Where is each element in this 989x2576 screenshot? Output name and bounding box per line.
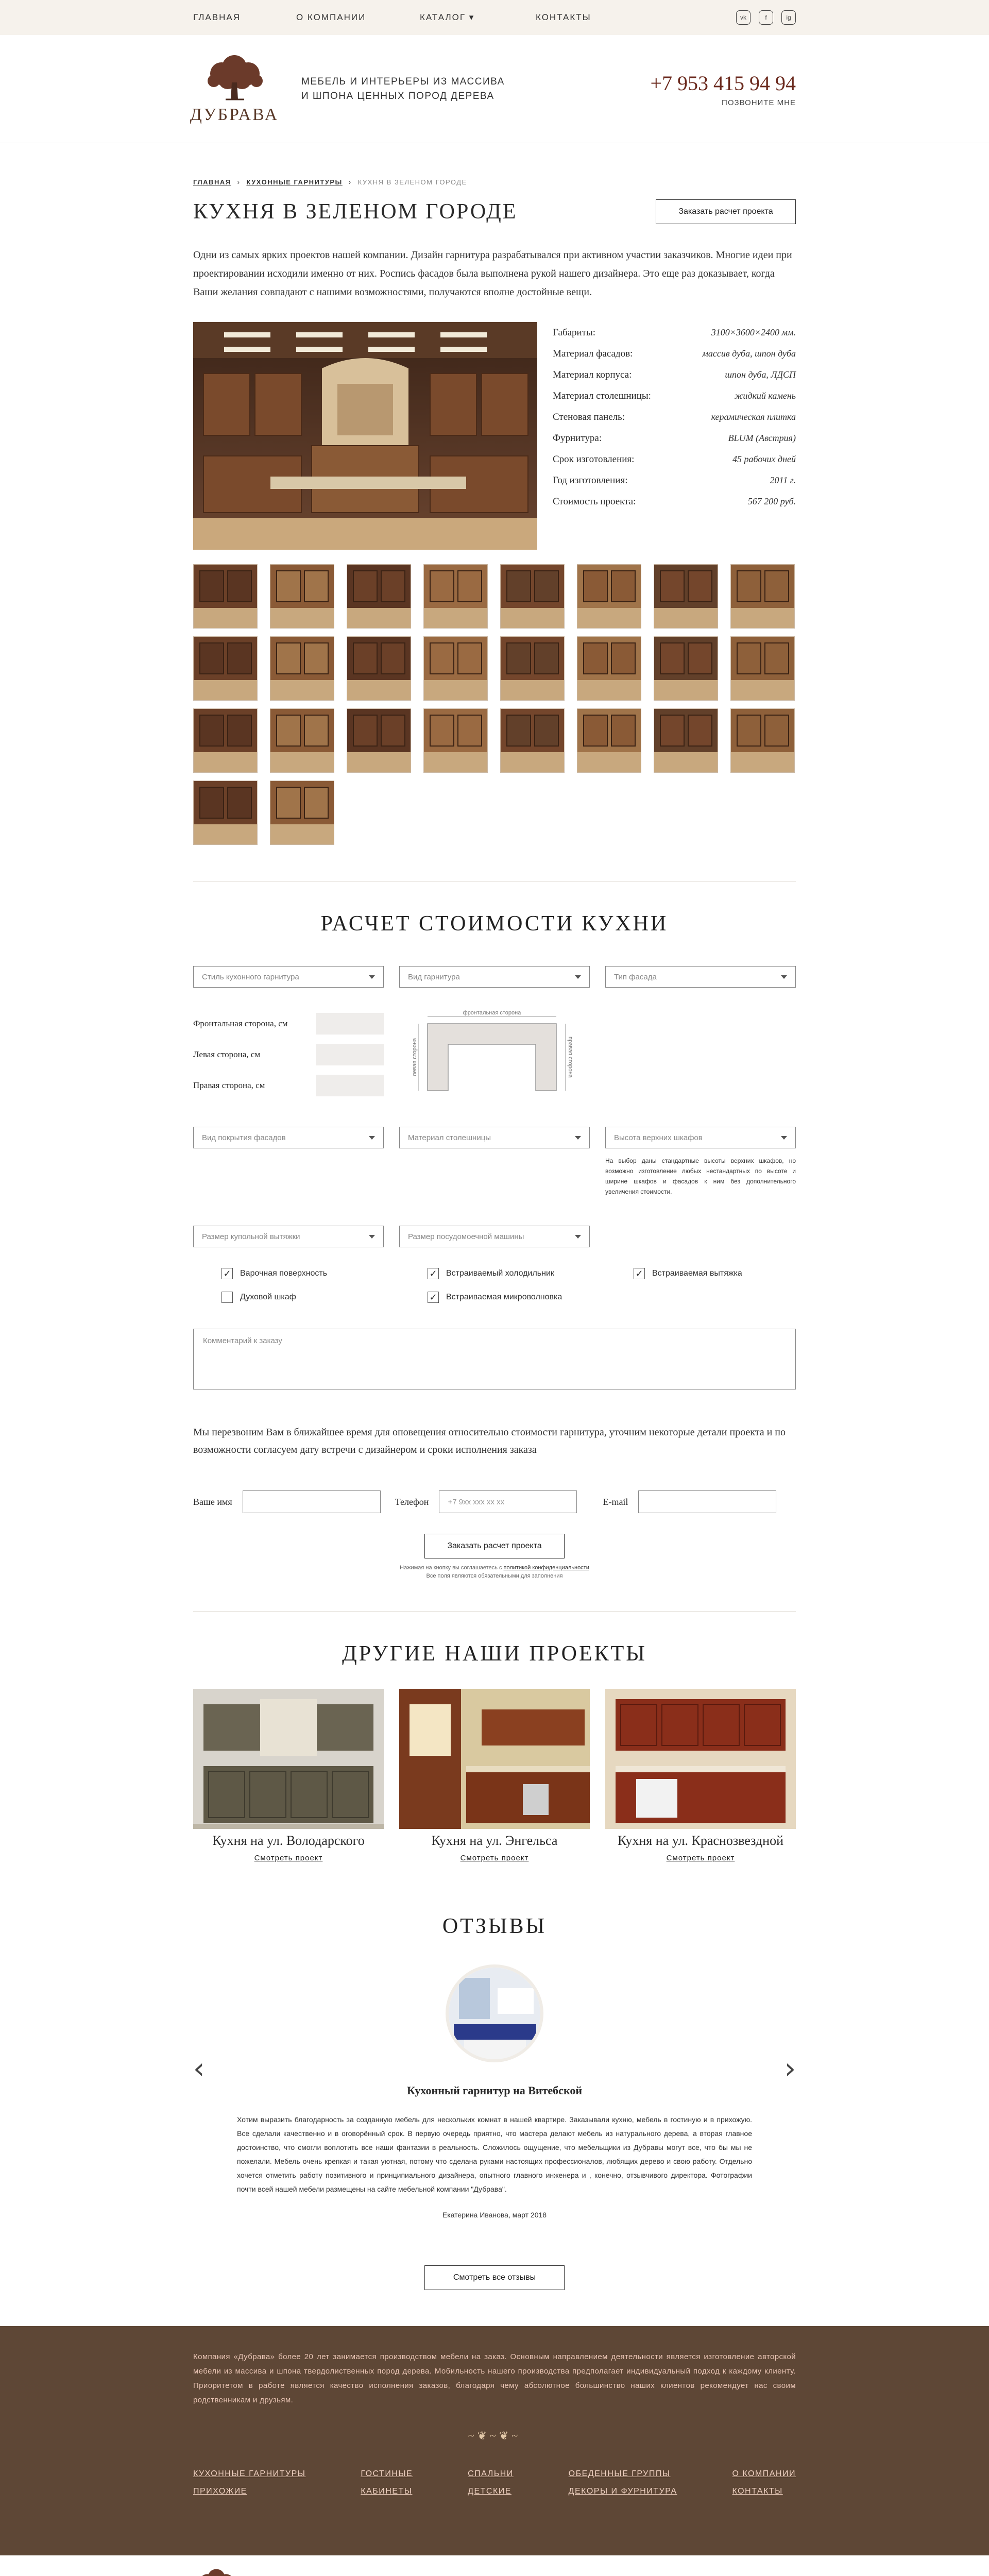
breadcrumb-separator: ›	[348, 178, 352, 186]
phone-label: Телефон	[395, 1496, 429, 1507]
divider	[193, 1611, 796, 1612]
gallery-thumbnail[interactable]	[577, 708, 641, 773]
policy-text: Нажимая на кнопку вы соглашаетесь с	[400, 1565, 502, 1571]
spec-row	[553, 364, 796, 385]
review-author: Екатерина Иванова, март 2018	[442, 2211, 547, 2219]
policy-link[interactable]: политикой конфиденциальности	[503, 1565, 589, 1571]
project-name: Кухня на ул. Энгельса	[431, 1833, 558, 1848]
footer	[0, 2326, 989, 2555]
spec-value: жидкий камень	[734, 391, 796, 401]
breadcrumb-current: КУХНЯ В ЗЕЛЕНОМ ГОРОДЕ	[357, 178, 467, 186]
spec-row	[553, 322, 796, 343]
spec-label: Фурнитура:	[553, 432, 602, 444]
oak-tree-icon	[201, 54, 268, 103]
gallery-thumbnail[interactable]	[193, 636, 258, 701]
project-details	[193, 322, 796, 550]
left-side-input[interactable]	[316, 1044, 384, 1065]
thumbnail-image	[347, 709, 411, 773]
title-row	[193, 199, 796, 224]
bottom-bar	[0, 2555, 989, 2576]
footer-column	[468, 2469, 514, 2504]
breadcrumb-separator: ›	[237, 178, 241, 186]
gallery-thumbnail[interactable]	[193, 708, 258, 773]
view-project-link[interactable]: Смотреть проект	[254, 1854, 323, 1862]
thumbnail-image	[501, 709, 565, 773]
calc-title: РАСЧЕТ СТОИМОСТИ КУХНИ	[320, 912, 669, 936]
project-photo[interactable]	[193, 1689, 384, 1829]
gallery-thumbnail[interactable]	[270, 564, 334, 629]
facebook-icon[interactable]: f	[759, 10, 773, 25]
gallery-thumbnail[interactable]	[270, 636, 334, 701]
thumbnail-image	[194, 709, 258, 773]
thumbnail-image	[577, 565, 641, 629]
dimension-fields	[193, 1008, 384, 1101]
spec-list	[553, 322, 796, 550]
tagline	[301, 75, 505, 104]
right-side-label: Правая сторона, см	[193, 1080, 265, 1090]
footer-link[interactable]: КУХОННЫЕ ГАРНИТУРЫ	[193, 2469, 306, 2478]
gallery-thumbnail[interactable]	[500, 708, 565, 773]
gallery-thumbnail[interactable]	[654, 636, 718, 701]
gallery-thumbnail[interactable]	[270, 708, 334, 773]
thumbnail-image	[577, 709, 641, 773]
facade-type-select[interactable]: Тип фасада	[605, 966, 796, 988]
spec-label: Материал столешницы:	[553, 390, 651, 401]
plan-left-label: левая сторона	[412, 1038, 418, 1077]
spec-value: 3100×3600×2400 мм.	[711, 327, 796, 337]
gallery-thumbnail[interactable]	[500, 636, 565, 701]
dishwasher-size-select[interactable]: Размер посудомоечной машины	[399, 1226, 590, 1247]
gallery-thumbnail[interactable]	[423, 636, 488, 701]
header-phone[interactable]: +7 953 415 94 94	[650, 72, 796, 95]
gallery-thumbnail[interactable]	[347, 708, 411, 773]
spec-label: Год изготовления:	[553, 474, 628, 486]
thumbnail-image	[731, 637, 795, 701]
tagline-line-2: И ШПОНА ЦЕННЫХ ПОРОД ДЕРЕВА	[301, 91, 494, 101]
set-type-select[interactable]: Вид гарнитура	[399, 966, 590, 988]
calc-selects-row-1	[193, 966, 796, 988]
thumbnail-image	[270, 637, 334, 701]
gallery-thumbnail[interactable]	[577, 636, 641, 701]
spec-label: Габариты:	[553, 327, 596, 338]
appliance-checkboxes	[221, 1268, 796, 1303]
footer-link[interactable]: СПАЛЬНИ	[468, 2469, 514, 2478]
project-card[interactable]	[193, 1689, 384, 1862]
tagline-line-1	[359, 2574, 515, 2576]
main-menu	[193, 12, 591, 23]
top-nav	[0, 0, 989, 35]
thumbnail-image	[194, 781, 258, 845]
hood-size-select[interactable]: Размер купольной вытяжки	[193, 1226, 384, 1247]
footer-tagline	[359, 2574, 515, 2576]
gallery-thumbnail[interactable]	[730, 636, 795, 701]
checkbox[interactable]	[221, 1292, 233, 1303]
footer-column	[361, 2469, 413, 2504]
checkbox-microwave[interactable]	[428, 1292, 634, 1303]
page-title: КУХНЯ В ЗЕЛЕНОМ ГОРОДЕ	[193, 200, 518, 224]
spec-value: 567 200 руб.	[747, 496, 796, 506]
right-side-row	[193, 1070, 384, 1101]
social-links	[736, 10, 796, 25]
breadcrumb	[193, 178, 796, 186]
main-content	[193, 178, 796, 2290]
thumbnail-image	[194, 637, 258, 701]
calc-selects-row-3	[193, 1226, 796, 1247]
contact-fields	[193, 1490, 796, 1513]
spec-value: BLUM (Австрия)	[728, 433, 796, 443]
checkbox[interactable]: ✓	[221, 1268, 233, 1279]
project-card[interactable]	[399, 1689, 590, 1862]
prev-arrow-icon[interactable]: ‹	[193, 2052, 205, 2086]
style-select[interactable]: Стиль кухонного гарнитура	[193, 966, 384, 988]
comment-textarea[interactable]: Комментарий к заказу	[193, 1329, 796, 1389]
breadcrumb-section[interactable]: КУХОННЫЕ ГАРНИТУРЫ	[246, 178, 343, 186]
required-note: Все поля являются обязательными для заполнения	[426, 1573, 563, 1579]
footer-link[interactable]: КОНТАКТЫ	[732, 2487, 783, 2496]
phone-input[interactable]: +7 9хх ххх хх хх	[439, 1490, 577, 1513]
next-arrow-icon[interactable]: ›	[784, 2052, 796, 2086]
countertop-select[interactable]: Материал столешницы	[399, 1127, 590, 1148]
submit-calc-button[interactable]: Заказать расчет проекта	[424, 1534, 565, 1558]
review-text: Хотим выразить благодарность за созданную мебель для нескольких комнат в нашей квартире. Заказывали кухню, мебель в гостиную и в прихожую. Все сделали качественно и в оговорённый срок. В первую очередь приятно, что мастера делают мебель из натурального дерева, а вторая главное достоинство, что смогли воплотить все наши фантазии в реальность. Сложилось ощущение, что мебельщики из Дубравы могут все, что бы мы не пожелали. Мебель очень крепкая и такая уютная, потому что сделана руками настоящих профессионалов, любящих дерево и свою работу. Отдельно хочется отметить работу позитивного и принципиального дизайнера, опытного главного инженера и , конечно, отзывчивого директора. Фотографии почти всей нашей мебели размещены на сайте мебельной компании "Дубрава".	[237, 2115, 752, 2193]
thumbnail-image	[270, 565, 334, 629]
thumbnail-image	[654, 565, 718, 629]
spec-row	[553, 449, 796, 470]
footer-link[interactable]: О КОМПАНИИ	[732, 2469, 796, 2478]
reviews-title: ОТЗЫВЫ	[442, 1914, 547, 1938]
checkbox-label: Встраиваемая вытяжка	[652, 1269, 742, 1278]
dimensions-block	[193, 1008, 796, 1101]
plan-front-label: фронтальная сторона	[463, 1010, 521, 1016]
gallery-thumbnail[interactable]	[654, 708, 718, 773]
review-photo	[446, 1964, 543, 2062]
thumbnail-image	[654, 637, 718, 701]
thumbnail-image	[194, 565, 258, 629]
footer-link[interactable]: ОБЕДЕННЫЕ ГРУППЫ	[568, 2469, 671, 2478]
other-projects	[193, 1689, 796, 1862]
thumbnail-image	[424, 709, 488, 773]
right-side-input[interactable]	[316, 1075, 384, 1096]
gallery-thumbnail[interactable]	[654, 564, 718, 629]
project-intro: Одни из самых ярких проектов нашей компании. Дизайн гарнитура разрабатывался при активном участии заказчиков. Многие идеи при проектировании исходили именно от них. Роспись фасадов была выполнена рукой нашего дизайнера. Это еще раз доказывает, когда Ваши желания совпадают с нашими возможностями, получаются вполне достойные вещи.	[193, 249, 792, 298]
thumbnail-image	[654, 709, 718, 773]
spec-value: шпон дуба, ЛДСП	[725, 369, 796, 380]
checkbox[interactable]: ✓	[428, 1268, 439, 1279]
thumbnail-image	[424, 565, 488, 629]
gallery-thumbnail[interactable]	[730, 708, 795, 773]
footer-link[interactable]: ДЕТСКИЕ	[468, 2487, 511, 2496]
gallery-thumbnail[interactable]	[347, 636, 411, 701]
logo[interactable]	[190, 54, 279, 125]
checkbox-label: Встраиваемый холодильник	[446, 1269, 554, 1278]
phone-block	[650, 71, 796, 107]
gallery-thumbnail[interactable]	[730, 564, 795, 629]
email-label: E-mail	[603, 1496, 628, 1507]
spec-row	[553, 406, 796, 428]
thumbnail-image	[731, 565, 795, 629]
spec-label: Стеновая панель:	[553, 411, 625, 422]
upper-height-select[interactable]: Высота верхних шкафов	[605, 1127, 796, 1148]
thumbnail-image	[501, 637, 565, 701]
coating-select[interactable]: Вид покрытия фасадов	[193, 1127, 384, 1148]
height-note: На выбор даны стандартные высоты верхних шкафов, но возможно изготовление любых нестандартных по высоте и ширине шкафов и фасадов к ним без дополнительного увеличения стоимости.	[605, 1157, 796, 1195]
order-calc-button[interactable]: Заказать расчет проекта	[656, 199, 796, 224]
front-side-row	[193, 1008, 384, 1039]
footer-link[interactable]: ГОСТИНЫЕ	[361, 2469, 413, 2478]
spec-label: Срок изготовления:	[553, 453, 635, 465]
submit-wrap	[193, 1534, 796, 1558]
all-reviews-wrap	[193, 2265, 796, 2290]
project-card[interactable]	[605, 1689, 796, 1862]
name-input[interactable]	[243, 1490, 381, 1513]
footer-links	[193, 2469, 796, 2504]
project-name: Кухня на ул. Володарского	[212, 1833, 365, 1848]
spec-value: керамическая плитка	[711, 412, 796, 422]
footer-link[interactable]: ПРИХОЖИЕ	[193, 2487, 247, 2496]
site-header	[0, 35, 989, 143]
calc-selects-row-2	[193, 1127, 796, 1148]
thumbnail-image	[347, 565, 411, 629]
checkbox-oven[interactable]	[221, 1292, 428, 1303]
checkbox-label: Духовой шкаф	[240, 1293, 296, 1301]
review-image	[449, 1968, 540, 2059]
gallery-thumbnail[interactable]	[500, 564, 565, 629]
footer-link[interactable]: КАБИНЕТЫ	[361, 2487, 413, 2496]
footer-logo[interactable]	[193, 2567, 333, 2576]
nav-about[interactable]: О КОМПАНИИ	[296, 12, 366, 22]
gallery-thumbnail[interactable]	[347, 564, 411, 629]
project-name: Кухня на ул. Краснозвездной	[618, 1833, 783, 1848]
spec-row	[553, 491, 796, 512]
checkbox-label: Варочная поверхность	[240, 1269, 328, 1278]
thumbnail-image	[501, 565, 565, 629]
checkbox-fridge[interactable]	[428, 1268, 634, 1279]
gallery-thumbnail[interactable]	[577, 564, 641, 629]
email-input[interactable]	[638, 1490, 776, 1513]
view-project-link[interactable]: Смотреть проект	[460, 1854, 529, 1862]
review-slider	[193, 1964, 796, 2219]
oak-tree-icon	[193, 2567, 240, 2576]
callback-note: Мы перезвоним Вам в ближайшее время для оповещения относительно стоимости гарнитура, уточним некоторые детали проекта и по возможности согласуем дату встречи с дизайнером и сроки исполнения заказа	[193, 1427, 786, 1455]
spec-label: Материал фасадов:	[553, 348, 633, 359]
gallery-thumbnail[interactable]	[270, 781, 334, 845]
other-projects-title: ДРУГИЕ НАШИ ПРОЕКТЫ	[342, 1642, 647, 1666]
nav-catalog[interactable]: КАТАЛОГ ▾	[420, 12, 475, 22]
spec-row	[553, 428, 796, 449]
thumbnail-image	[424, 637, 488, 701]
thumbnail-image	[270, 781, 334, 845]
all-reviews-button[interactable]: Смотреть все отзывы	[424, 2265, 565, 2290]
photo-gallery	[193, 564, 796, 845]
callback-link[interactable]: ПОЗВОНИТЕ МНЕ	[722, 98, 796, 107]
left-side-label: Левая сторона, см	[193, 1049, 261, 1059]
gallery-thumbnail[interactable]	[193, 564, 258, 629]
kitchen-plan-diagram	[407, 1008, 577, 1101]
project-photo[interactable]	[399, 1689, 590, 1829]
front-side-label: Фронтальная сторона, см	[193, 1019, 288, 1028]
thumbnail-image	[270, 709, 334, 773]
checkbox[interactable]: ✓	[634, 1268, 645, 1279]
logo-text: ДУБРАВА	[190, 105, 279, 124]
nav-home[interactable]: ГЛАВНАЯ	[193, 12, 241, 22]
spec-row	[553, 470, 796, 491]
checkbox-label: Встраиваемая микроволновка	[446, 1293, 562, 1301]
spec-value: 45 рабочих дней	[732, 454, 796, 464]
gallery-thumbnail[interactable]	[423, 564, 488, 629]
thumbnail-image	[577, 637, 641, 701]
divider	[193, 881, 796, 882]
breadcrumb-home[interactable]: ГЛАВНАЯ	[193, 178, 231, 186]
footer-ornament: ~❦~❦~	[468, 2429, 521, 2442]
gallery-thumbnail[interactable]	[423, 708, 488, 773]
gallery-thumbnail[interactable]	[193, 781, 258, 845]
policy-note	[193, 1564, 796, 1580]
nav-contacts[interactable]: КОНТАКТЫ	[536, 12, 591, 22]
tagline-line-1: МЕБЕЛЬ И ИНТЕРЬЕРЫ ИЗ МАССИВА	[301, 76, 505, 87]
checkbox-hood[interactable]	[634, 1268, 840, 1279]
checkbox[interactable]: ✓	[428, 1292, 439, 1303]
view-project-link[interactable]: Смотреть проект	[666, 1854, 735, 1862]
spec-row	[553, 385, 796, 406]
thumbnail-image	[731, 709, 795, 773]
name-label: Ваше имя	[193, 1496, 232, 1507]
spec-row	[553, 343, 796, 364]
main-kitchen-photo[interactable]	[193, 322, 537, 550]
review-title: Кухонный гарнитур на Витебской	[406, 2084, 583, 2097]
footer-column	[732, 2469, 796, 2504]
spec-value: 2011 г.	[770, 475, 796, 485]
instagram-icon[interactable]: ig	[781, 10, 796, 25]
checkbox-hob[interactable]	[221, 1268, 428, 1279]
plan-right-label: правая сторона	[567, 1036, 573, 1078]
thumbnail-image	[347, 637, 411, 701]
vk-icon[interactable]: vk	[736, 10, 751, 25]
footer-column	[193, 2469, 305, 2504]
spec-label: Материал корпуса:	[553, 369, 632, 380]
left-side-row	[193, 1039, 384, 1070]
footer-link[interactable]: ДЕКОРЫ И ФУРНИТУРА	[568, 2487, 677, 2496]
footer-column	[569, 2469, 677, 2504]
spec-label: Стоимость проекта:	[553, 496, 636, 507]
project-photo[interactable]	[605, 1689, 796, 1829]
footer-about: Компания «Дубрава» более 20 лет занимается производством мебели на заказ. Основным направлением деятельности является изготовление авторской мебели из массива и шпона твердолиственных пород дерева. Мобильность нашего производства предполагает индивидуальный подход к каждому клиенту. Приоритетом в работе является качество исполнения заказов, благодаря чему абсолютное большинство наших клиентов рекомендует нас своим родственникам и друзьям.	[193, 2352, 796, 2404]
spec-value: массив дуба, шпон дуба	[702, 348, 796, 359]
front-side-input[interactable]	[316, 1013, 384, 1035]
